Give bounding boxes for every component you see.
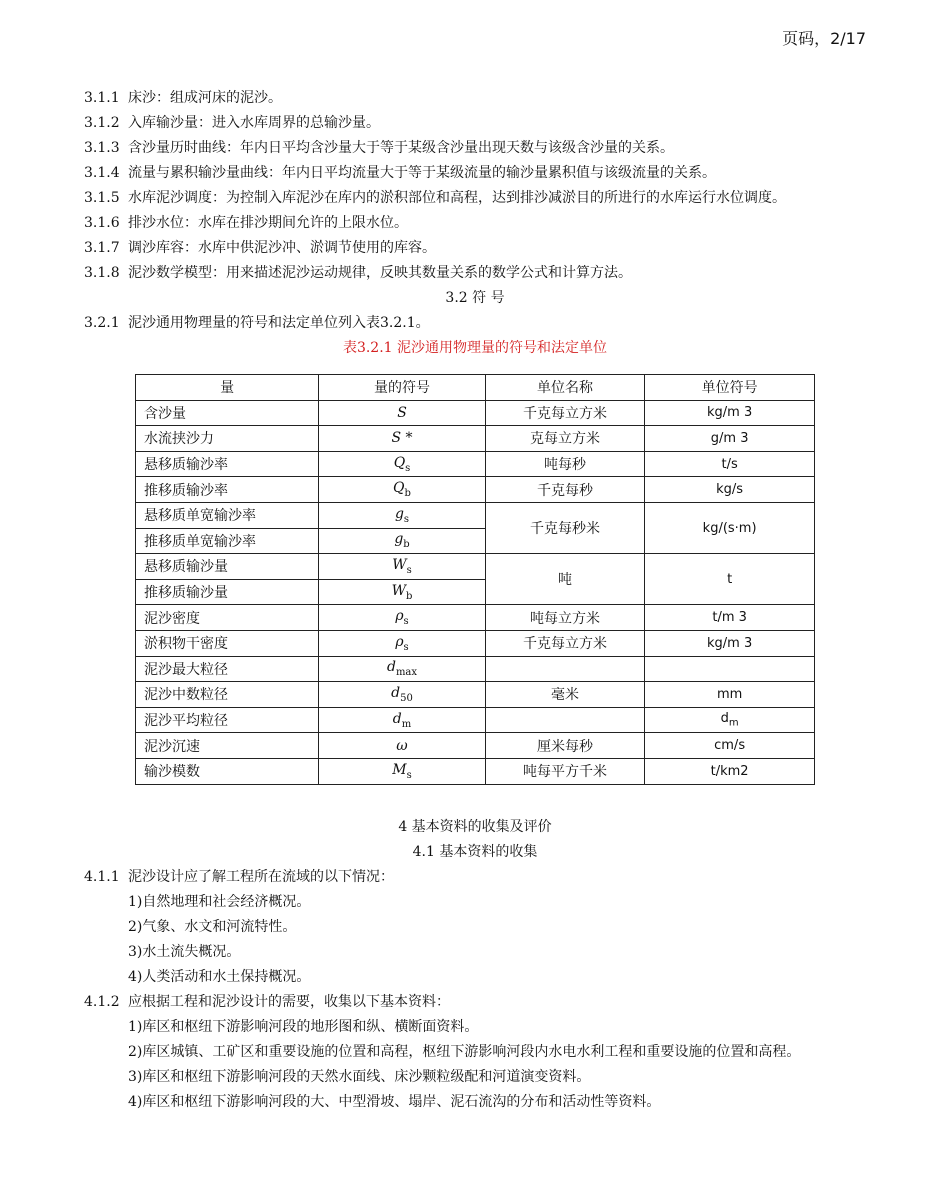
table-row: 推移质单宽输沙率 $g_b$ [136, 528, 815, 554]
list-item: 4)库区和枢纽下游影响河段的大、中型滑坡、塌岸、泥石流沟的分布和活动性等资料。 [128, 1093, 661, 1110]
table-row: 悬移质输沙量 $W_s$ 吨 t [136, 554, 815, 580]
table-row: 推移质输沙率 $Q_b$ 千克每秒 kg/s [136, 477, 815, 503]
table-row: 泥沙沉速 ω 厘米每秒 cm/s [136, 733, 815, 759]
list-item: 4)人类活动和水土保持概况。 [128, 968, 311, 985]
definition-3-1-6: 3.1.6 排沙水位：水库在排沙期间允许的上限水位。 [84, 215, 408, 231]
definition-3-1-8: 3.1.8 泥沙数学模型：用来描述泥沙运动规律，反映其数量关系的数学公式和计算方法。 [84, 265, 632, 281]
definition-3-1-4: 3.1.4 流量与累积输沙量曲线：年内日平均流量大于等于某级流量的输沙量累积值与该级流量的关系。 [84, 165, 716, 181]
list-item: 3)库区和枢纽下游影响河段的天然水面线、床沙颗粒级配和河道演变资料。 [128, 1068, 591, 1085]
definition-3-1-3: 3.1.3 含沙量历时曲线：年内日平均含沙量大于等于某级含沙量出现天数与该级含沙量的关系。 [84, 140, 674, 156]
list-item: 2)库区城镇、工矿区和重要设施的位置和高程，枢纽下游影响河段内水电水利工程和重要设施的位置和高程。 [128, 1043, 801, 1060]
document-body [84, 86, 866, 1115]
table-row: 悬移质单宽输沙率 $g_s$ 千克每秒米 kg/(s·m) [136, 502, 815, 528]
table-row: 输沙模数 $M_s$ 吨每平方千米 t/km2 [136, 758, 815, 784]
table-row: 悬移质输沙率 $Q_s$ 吨每秒 t/s [136, 451, 815, 477]
list-item: 1)自然地理和社会经济概况。 [128, 893, 311, 910]
table-row: 推移质输沙量 $W_b$ [136, 579, 815, 605]
header-unit-name: 单位名称 [485, 375, 645, 401]
definition-3-1-5: 3.1.5 水库泥沙调度：为控制入库泥沙在库内的淤积部位和高程，达到排沙减淤目的所进行的水库运行水位调度。 [84, 190, 786, 206]
definition-3-1-2: 3.1.2 入库输沙量：进入水库周界的总输沙量。 [84, 115, 380, 131]
chapter-heading-4: 4 基本资料的收集及评价 [398, 818, 552, 835]
header-symbol: 量的符号 [319, 375, 485, 401]
clause-3-2-1: 3.2.1 泥沙通用物理量的符号和法定单位列入表3.2.1。 [84, 315, 430, 331]
table-caption: 表3.2.1 泥沙通用物理量的符号和法定单位 [342, 340, 608, 356]
definition-3-1-7: 3.1.7 调沙库容：水库中供泥沙冲、淤调节使用的库容。 [84, 240, 436, 256]
header-quantity: 量 [136, 375, 319, 401]
list-item: 3)水土流失概况。 [128, 943, 241, 960]
table-row: 含沙量 S 千克每立方米 kg/m 3 [136, 400, 815, 426]
table-header-row [136, 375, 815, 401]
table-row: 泥沙平均粒径 $d_m$ $d_m$ [136, 707, 815, 733]
section-heading-3-2: 3.2 符 号 [445, 290, 505, 306]
table-row: 泥沙中数粒径 $d_{50}$ 毫米 mm [136, 682, 815, 708]
list-item: 2)气象、水文和河流特性。 [128, 918, 297, 935]
table-row: 水流挟沙力 S * 克每立方米 g/m 3 [136, 426, 815, 452]
definition-3-1-1: 3.1.1 床沙：组成河床的泥沙。 [84, 90, 282, 106]
clause-4-1-1: 4.1.1 泥沙设计应了解工程所在流域的以下情况： [84, 868, 394, 885]
section-heading-4-1: 4.1 基本资料的收集 [412, 843, 538, 860]
symbol-unit-table [135, 374, 815, 785]
list-item: 1)库区和枢纽下游影响河段的地形图和纵、横断面资料。 [128, 1018, 479, 1035]
clause-4-1-2: 4.1.2 应根据工程和泥沙设计的需要，收集以下基本资料： [84, 993, 450, 1010]
table-row: 泥沙最大粒径 $d_{max}$ [136, 656, 815, 682]
page-number: 页码，2/17 [782, 29, 866, 48]
table-row: 淤积物干密度 $\rho_s$ 千克每立方米 kg/m 3 [136, 630, 815, 656]
header-unit-symbol: 单位符号 [645, 375, 815, 401]
table-row: 泥沙密度 $\rho_s$ 吨每立方米 t/m 3 [136, 605, 815, 631]
